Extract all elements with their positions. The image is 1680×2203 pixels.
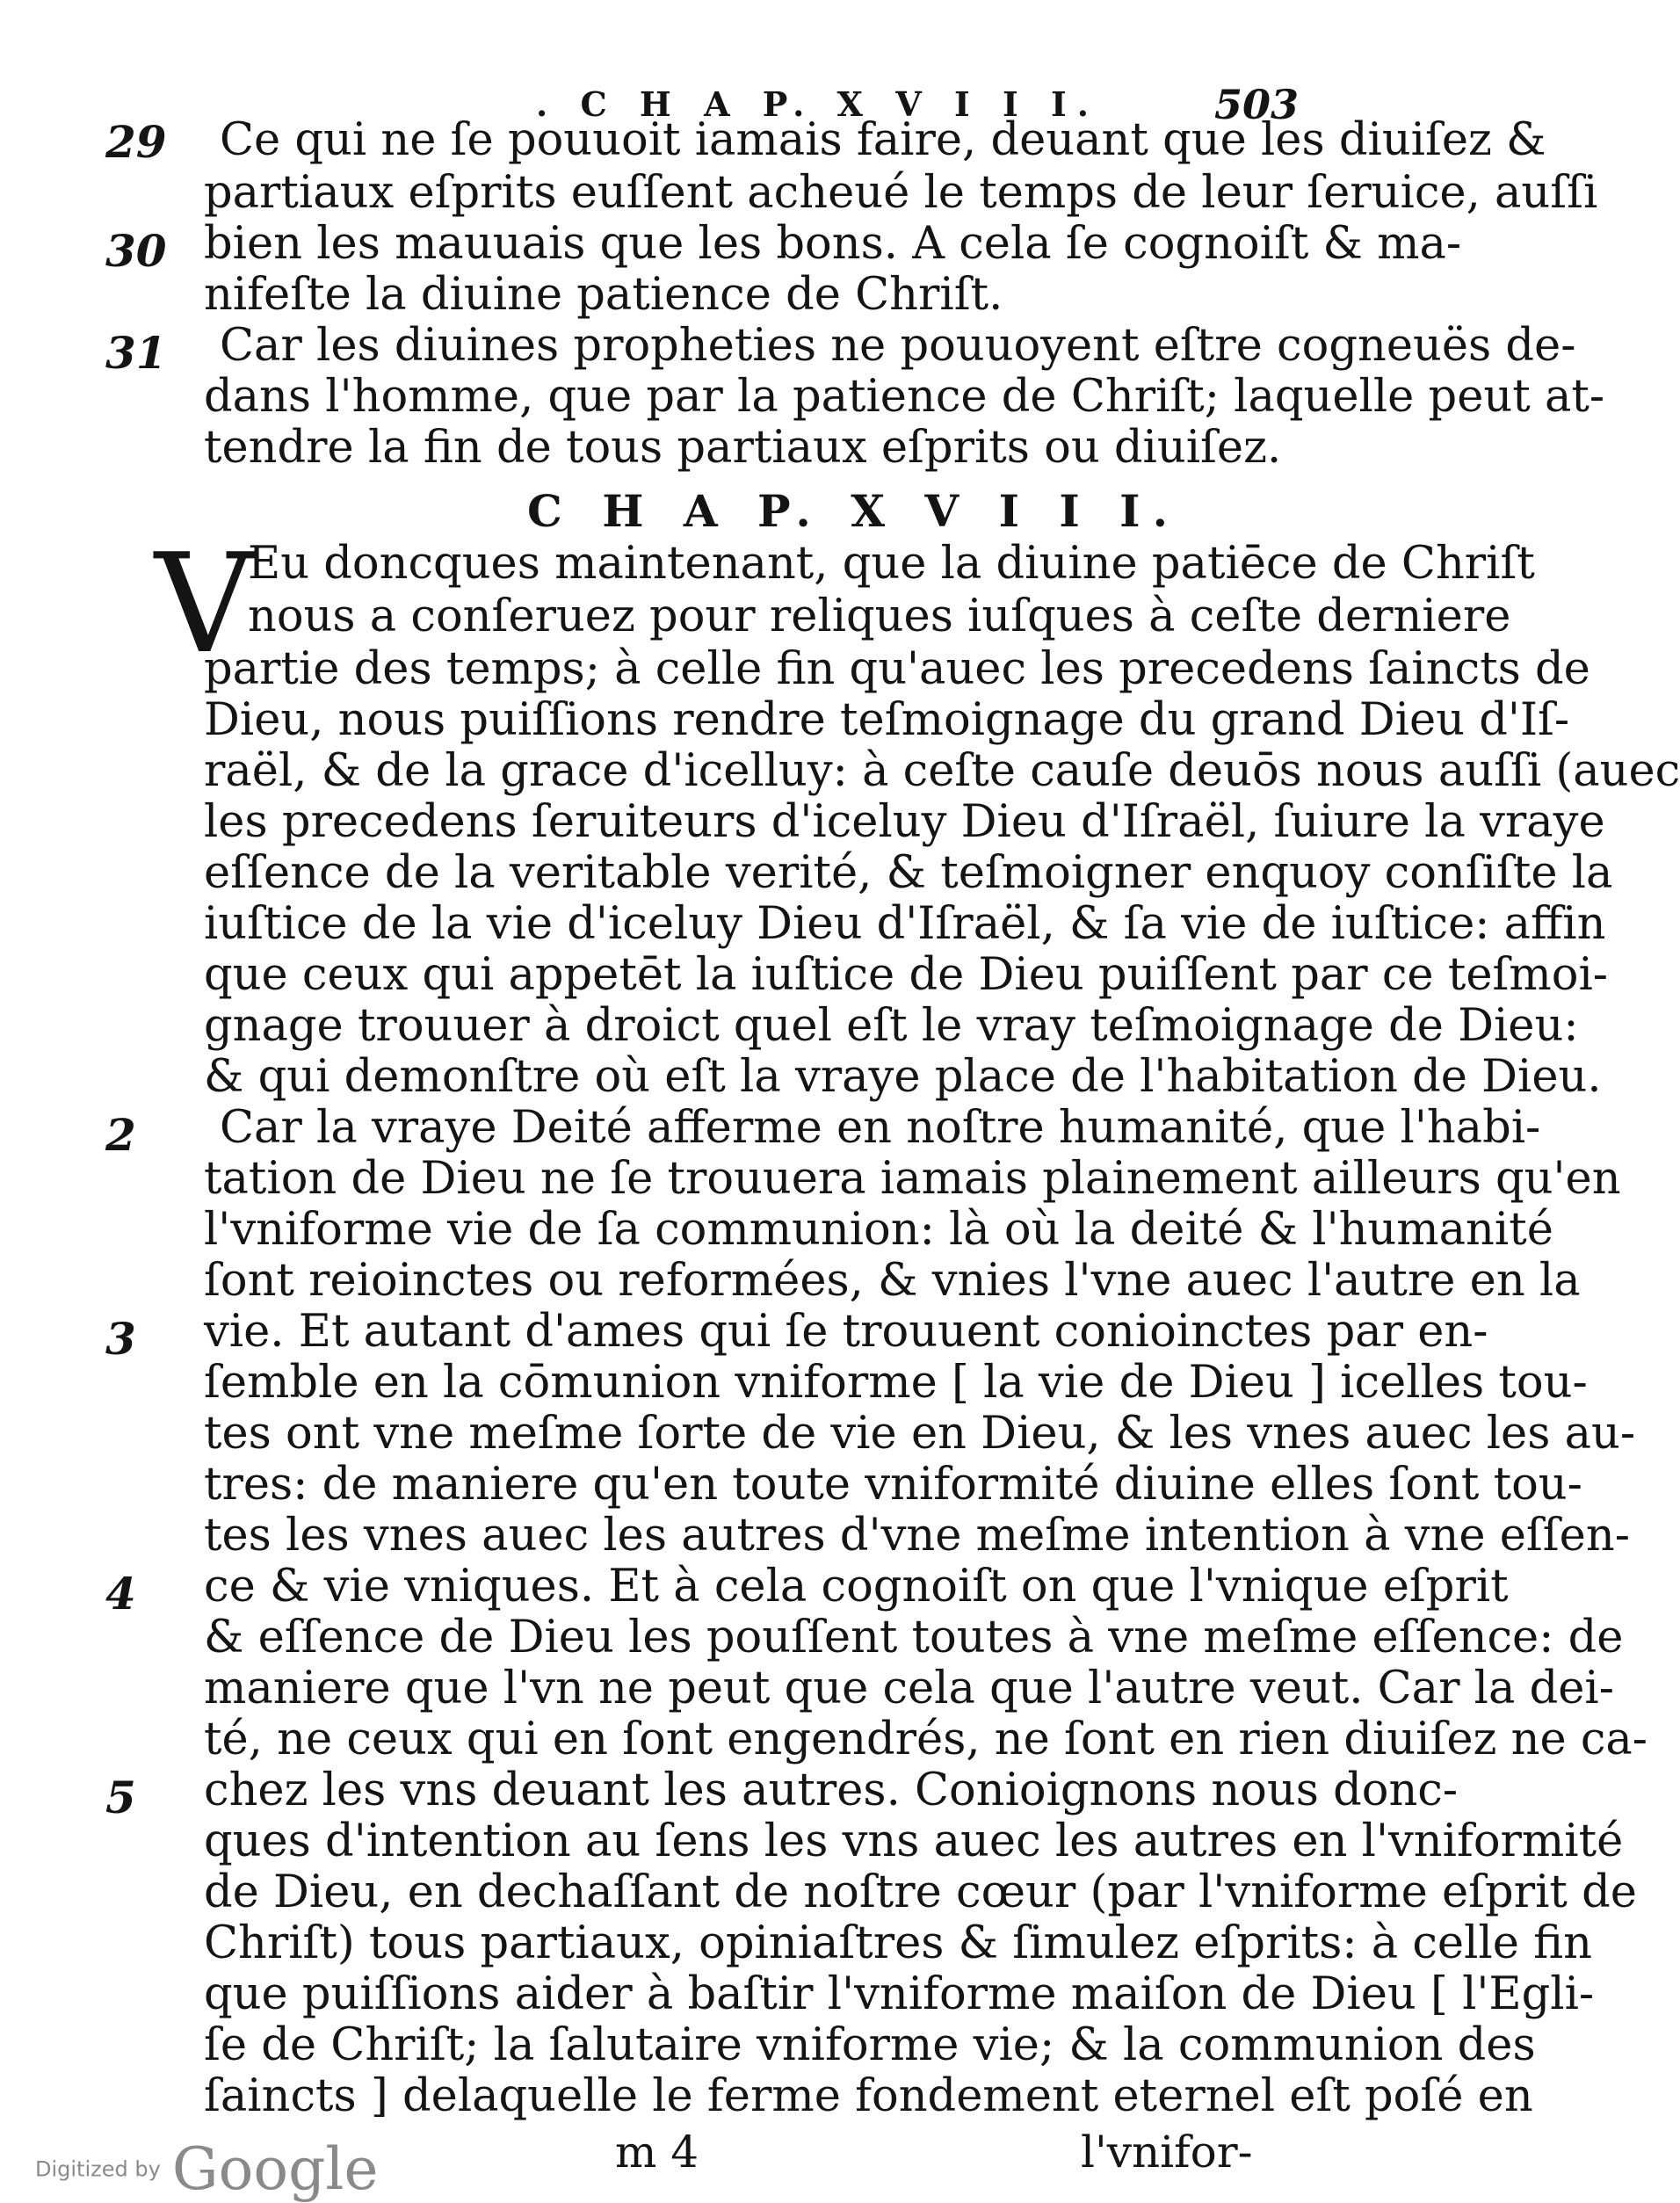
text-line: Dieu, nous puiſſions rendre teſmoignage du grand Dieu d'Iſ- <box>204 694 1570 746</box>
verse-number: 31 <box>105 327 167 379</box>
text-line: chez les vns deuant les autres. Conioignons nous donc- <box>204 1765 1459 1816</box>
text-line: & eſſence de Dieu les pouſſent toutes à vne meſme eſſence: de <box>204 1612 1624 1663</box>
text-line: l'vniforme vie de ſa communion: là où la deité & l'humanité <box>204 1204 1553 1256</box>
text-line: gnage trouuer à droict quel eſt le vray teſmoignage de Dieu: <box>204 1000 1579 1052</box>
digitized-watermark <box>35 2135 379 2203</box>
text-line: tendre la fin de tous partiaux eſprits ou diuiſez. <box>204 422 1282 474</box>
drop-cap: V <box>155 524 254 684</box>
text-line: Chriſt) tous partiaux, opiniaſtres & ſimulez eſprits: à celle fin <box>204 1917 1592 1969</box>
text-line: les precedens ſeruiteurs d'iceluy Dieu d'Iſraël, ſuiure la vraye <box>204 796 1605 848</box>
text-line: de Dieu, en dechaſſant de noſtre cœur (par l'vniforme eſprit de <box>204 1866 1637 1918</box>
text-line: ſont reioinctes ou reformées, & vnies l'vne auec l'autre en la <box>204 1255 1581 1307</box>
verse-number: 30 <box>105 225 167 277</box>
text-line: tation de Dieu ne ſe trouuera iamais plainement ailleurs qu'en <box>204 1153 1621 1205</box>
running-head: . C H A P. X V I I I. <box>536 84 1099 124</box>
catchword: l'vnifor- <box>1081 2127 1253 2178</box>
chapter-title: C H A P. X V I I I. <box>527 485 1180 537</box>
text-line: ſemble en la cōmunion vniforme [ la vie de Dieu ] icelles tou- <box>204 1357 1588 1409</box>
text-line: tres: de maniere qu'en toute vniformité diuine elles ſont tou- <box>204 1459 1582 1511</box>
text-line: vie. Et autant d'ames qui ſe trouuent conioinctes par en- <box>204 1306 1488 1358</box>
text-line: nifeſte la diuine patience de Chriſt. <box>204 269 1003 321</box>
verse-number: 4 <box>105 1568 136 1620</box>
text-line: Car les diuines propheties ne pouuoyent eſtre cogneuës de- <box>220 320 1576 372</box>
text-line: Car la vraye Deité afferme en noſtre humanité, que l'habi- <box>220 1102 1541 1154</box>
text-line: eſſence de la veritable verité, & teſmoigner enquoy conſiſte la <box>204 847 1613 899</box>
verse-number: 2 <box>105 1109 136 1161</box>
google-logo: Google <box>171 2135 379 2203</box>
text-line: que ceux qui appetēt la iuſtice de Dieu puiſſent par ce teſmoi- <box>204 949 1608 1001</box>
signature-mark: m 4 <box>615 2127 699 2178</box>
text-line: tes ont vne meſme ſorte de vie en Dieu, & les vnes auec les au- <box>204 1408 1636 1460</box>
watermark-prefix: Digitized by <box>35 2156 161 2182</box>
page-number: 503 <box>1214 81 1300 128</box>
text-line: ques d'intention au ſens les vns auec les autres en l'vniformité <box>204 1815 1624 1867</box>
text-line: ſaincts ] delaquelle le ferme fondement eternel eſt poſé en <box>204 2070 1533 2122</box>
text-line: partie des temps; à celle fin qu'auec les precedens ſaincts de <box>204 643 1590 695</box>
text-line: raël, & de la grace d'icelluy: à ceſte cauſe deuōs nous auſſi (auec <box>204 745 1680 797</box>
text-line: Ce qui ne ſe pouuoit iamais faire, deuant que les diuiſez & <box>220 114 1546 166</box>
text-line: iuſtice de la vie d'iceluy Dieu d'Iſraël, & ſa vie de iuſtice: affin <box>204 898 1606 950</box>
text-line: partiaux eſprits euſſent acheué le temps de leur ſeruice, auſſi <box>204 167 1598 219</box>
verse-number: 29 <box>105 116 167 168</box>
text-line: maniere que l'vn ne peut que cela que l'autre veut. Car la dei- <box>204 1663 1614 1714</box>
text-line: nous a conſeruez pour reliques iuſques à ceſte derniere <box>248 591 1511 642</box>
verse-number: 5 <box>105 1772 136 1823</box>
text-line: ce & vie vniques. Et à cela cognoiſt on que l'vnique eſprit <box>204 1561 1509 1612</box>
text-line: bien les mauuais que les bons. A cela ſe cognoiſt & ma- <box>204 218 1462 270</box>
text-line: ſe de Chriſt; la ſalutaire vniforme vie; & la communion des <box>204 2019 1536 2071</box>
text-line: Eu doncques maintenant, que la diuine patiēce de Chriſt <box>248 538 1535 590</box>
text-line: dans l'homme, que par la patience de Chriſt; laquelle peut at- <box>204 371 1605 423</box>
verse-number: 3 <box>105 1313 136 1365</box>
text-line: & qui demonſtre où eſt la vraye place de l'habitation de Dieu. <box>204 1051 1602 1103</box>
text-line: que puiſſions aider à baſtir l'vniforme maiſon de Dieu [ l'Egli- <box>204 1968 1595 2020</box>
text-line: té, ne ceux qui en ſont engendrés, ne ſont en rien diuiſez ne ca- <box>204 1714 1648 1765</box>
text-line: tes les vnes auec les autres d'vne meſme intention à vne eſſen- <box>204 1510 1630 1562</box>
